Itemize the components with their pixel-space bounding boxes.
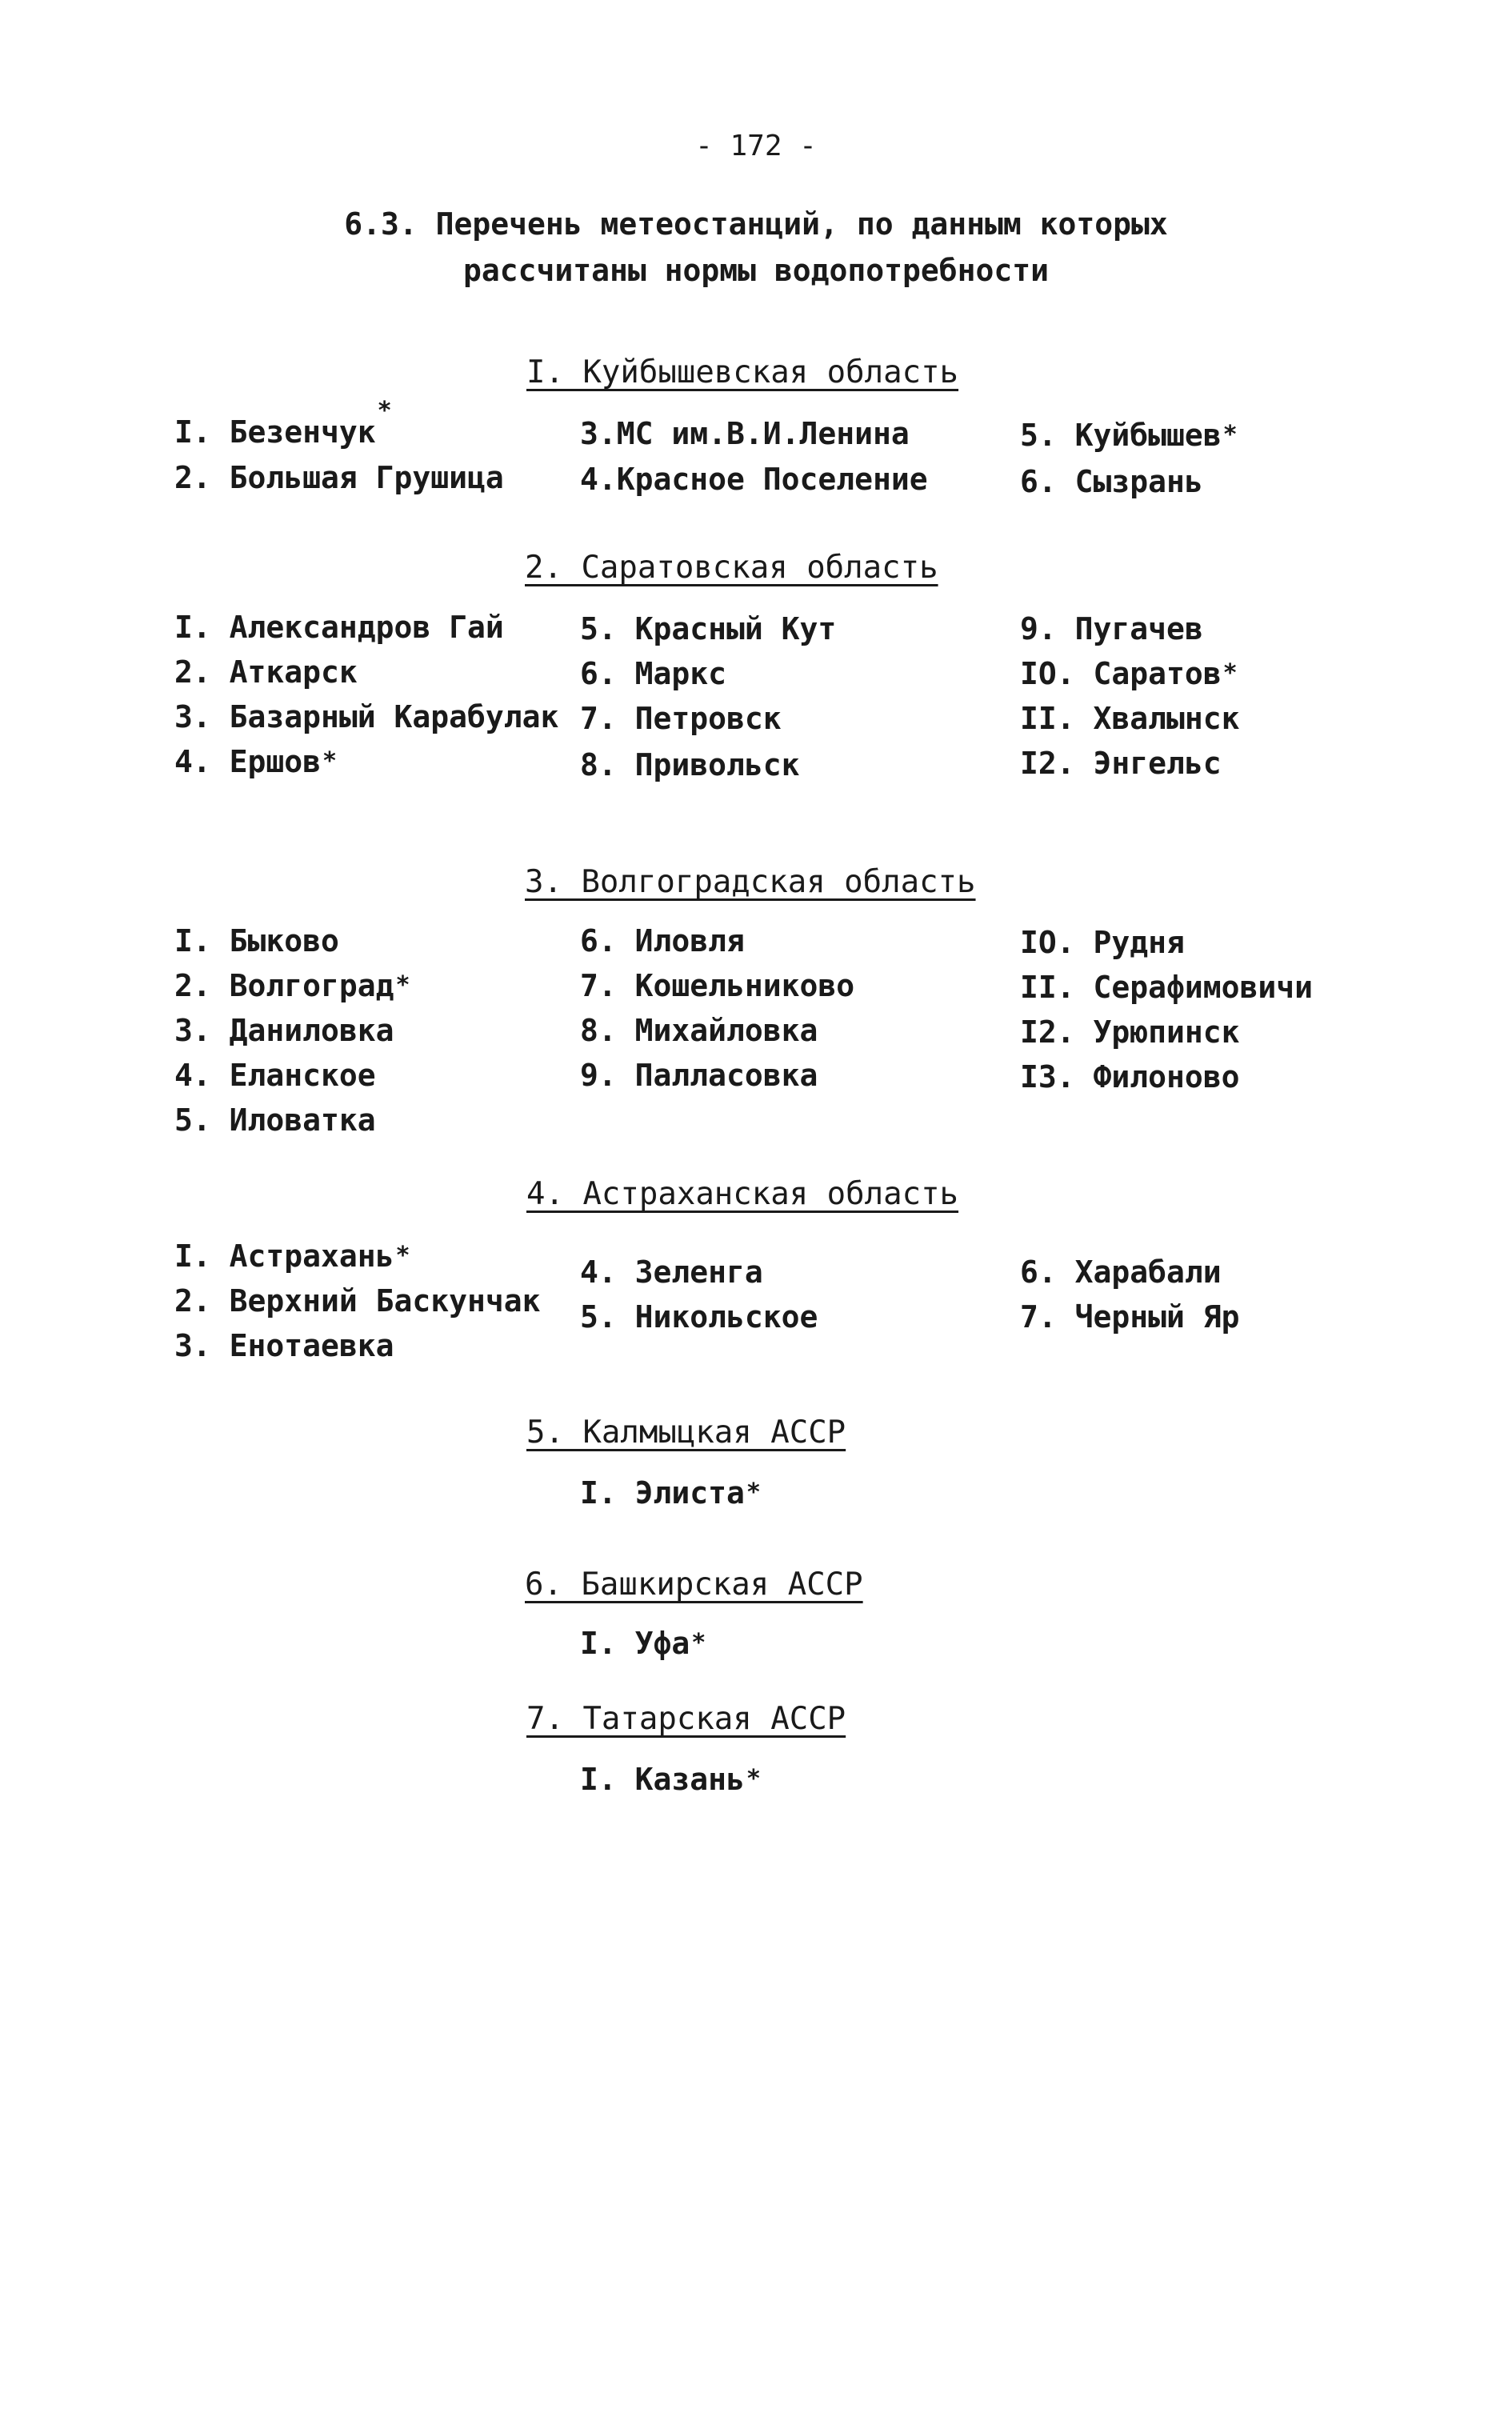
section-heading-tatar: 7. Татарская АССР [526,1701,846,1737]
station-item: I. Безенчук* [174,397,392,450]
section-heading-kuibyshev: I. Куйбышевская область [526,354,959,390]
station-item: 3. Базарный Карабулак [174,699,559,734]
station-item: 5. Красный Кут [580,611,837,646]
station-item: 8. Михайловка [580,1013,818,1048]
station-item: 2. Большая Грушица [174,460,504,495]
station-item: 5. Иловатка [174,1102,376,1138]
station-item: I. Казань* [580,1762,761,1797]
station-item: 7. Черный Яр [1020,1299,1240,1335]
station-item: I2. Урюпинск [1020,1014,1240,1050]
station-item: I2. Энгельс [1020,746,1222,781]
station-item: I3. Филоново [1020,1059,1240,1094]
station-item: 4. Еланское [174,1058,376,1093]
station-item: 6. Харабали [1020,1255,1222,1290]
section-heading-bashkir: 6. Башкирская АССР [525,1567,863,1603]
document-title-line-1: 6.3. Перечень метеостанций, по данным которых [344,206,1168,242]
station-item: 4. Ершов* [174,744,338,779]
station-item: 6. Сызрань [1020,464,1203,499]
station-item: 8. Привольск [580,747,800,782]
station-item: 4.Красное Поселение [580,462,928,497]
station-item: 5. Куйбышев* [1020,418,1238,453]
station-item: I. Александров Гай [174,610,504,645]
station-item: 7. Петровск [580,701,782,736]
station-item: 3.МС им.В.И.Ленина [580,416,910,451]
station-item: 9. Пугачев [1020,611,1203,646]
station-item: II. Серафимовичи [1020,970,1314,1005]
station-item: 3. Даниловка [174,1013,394,1048]
station-item: 6. Маркс [580,656,727,691]
station-item: 2. Волгоград* [174,968,410,1003]
station-item: IO. Рудня [1020,925,1185,960]
station-item: I. Быково [174,923,339,958]
station-item: II. Хвалынск [1020,701,1240,736]
station-item: 5. Никольское [580,1299,818,1335]
section-heading-kalmyk: 5. Калмыцкая АССР [526,1415,846,1451]
station-item: I. Элиста* [580,1475,761,1511]
station-item: 3. Енотаевка [174,1328,394,1363]
section-heading-volgograd: 3. Волгоградская область [525,864,976,900]
section-heading-saratov: 2. Саратовская область [525,550,938,586]
station-item: I. Уфа* [580,1626,706,1661]
station-item: 4. Зеленга [580,1255,763,1290]
document-title-line-2: рассчитаны нормы водопотребности [462,253,1050,288]
station-item: 2. Верхний Баскунчак [174,1283,541,1319]
station-item: 9. Палласовка [580,1058,818,1093]
station-item: 7. Кошельниково [580,968,855,1003]
station-item: 6. Иловля [580,923,745,958]
station-item: 2. Аткарск [174,654,358,690]
station-item: I. Астрахань* [174,1239,410,1274]
page-number: - 172 - [695,130,817,162]
section-heading-astrakhan: 4. Астраханская область [526,1176,959,1212]
station-item: IO. Саратов* [1020,656,1238,691]
